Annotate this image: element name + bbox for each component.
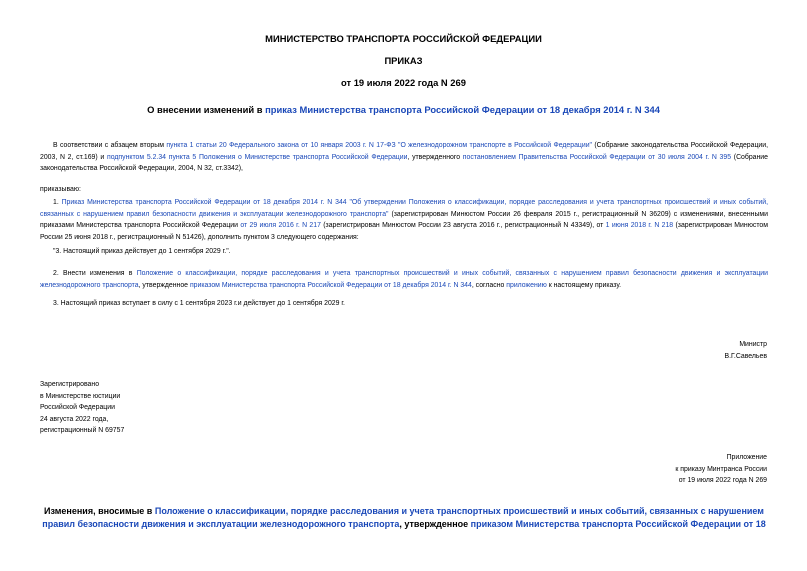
paragraph-quote: "3. Настоящий приказ действует до 1 сентября 2029 г.". (53, 248, 231, 255)
text-span: (зарегистрирован Минюстом России 23 августа 2016 г., регистрационный N 43349), от (320, 222, 606, 230)
law-link[interactable]: пункта 1 статьи 20 Федерального закона от 10 января 2003 г. N 17-ФЗ "О железнодорожном транспорте в Российской Федерации" (166, 142, 592, 149)
paragraph-item-1 (40, 197, 768, 243)
order-217-link[interactable]: от 29 июля 2016 г. N 217 (240, 222, 321, 230)
registration-line: в Министерстве юстиции (40, 392, 121, 400)
doc-title (0, 104, 807, 115)
order-344-ref-link[interactable]: приказом Министерства транспорта Российской Федерации от 18 декабря 2014 г. N 344 (189, 281, 472, 289)
appendix-regulation-link[interactable]: Положение о классификации, порядке расследования и учета транспортных происшествий и иных событий, связанных с нарушением правил безопасности движения и эксплуатации железнодорожного транспорта (42, 506, 764, 529)
text-span: (Собрание законодательства Российской Федерации, 2003, N 2, ст.169) и (40, 142, 769, 161)
text-span: 1. (53, 199, 62, 206)
appendix-title (40, 505, 768, 531)
text-span: (зарегистрирован Минюстом России 26 февраля 2015 г., регистрационный N 36209) с изменениями, внесенными приказами Министерства транспорта Российской Федерации (40, 210, 768, 230)
text-span: (зарегистрирован Минюстом России 25 июня 2018 г., регистрационный N 51426), дополнить пунктом 3 следующего содержания: (40, 222, 768, 241)
text-span: , согласно (471, 281, 507, 289)
appendix-line: к приказу Минтранса России (675, 465, 767, 473)
appendix-link[interactable]: приложению (506, 281, 547, 289)
signature-name: В.Г.Савельев (724, 352, 767, 360)
ministry-heading: МИНИСТЕРСТВО ТРАНСПОРТА РОССИЙСКОЙ ФЕДЕРАЦИИ (265, 33, 542, 44)
text-span: 2. Внести изменения в (53, 270, 137, 277)
doc-title-prefix: О внесении изменений в (147, 104, 266, 115)
registration-block (40, 379, 124, 437)
regulation-link[interactable]: подпунктом 5.2.34 пункта 5 Положения о Министерстве транспорта Российской Федерации (106, 153, 408, 161)
text-span: , утвержденное (399, 519, 471, 529)
doc-title-link[interactable]: приказ Министерства транспорта Российской Федерации от 18 декабря 2014 г. N 344 (265, 104, 660, 115)
paragraph-item-3: 3. Настоящий приказ вступает в силу с 1 сентября 2023 г.и действует до 1 сентября 2029 г. (53, 300, 345, 307)
doc-date-number: от 19 июля 2022 года N 269 (341, 77, 466, 88)
order-344-link[interactable]: Приказ Министерства транспорта Российской Федерации от 18 декабря 2014 г. N 344 "Об утверждении Положения о классификации, порядке расследования и учета транспортных происшествий и иных событий, связанных с нарушением правил безопасности движения и эксплуатации железнодорожного транспорта" (40, 199, 768, 218)
text-span: Изменения, вносимые в (44, 506, 155, 516)
registration-line: Зарегистрировано (40, 381, 100, 388)
text-span: к настоящему приказу. (546, 281, 622, 289)
appendix-line: от 19 июля 2022 года N 269 (678, 477, 767, 485)
appendix-block (675, 452, 767, 487)
appendix-line: Приложение (726, 454, 767, 461)
signature-block (725, 339, 768, 362)
text-span: (Собрание законодательства Российской Федерации, 2004, N 32, ст.3342), (40, 153, 768, 173)
registration-line: 24 августа 2022 года, (40, 415, 109, 423)
appendix-order-link[interactable]: приказом Министерства транспорта Российской Федерации от 18 (470, 519, 766, 529)
registration-line: регистрационный N 69757 (40, 427, 125, 435)
paragraph-item-2 (40, 268, 768, 291)
paragraph-basis (40, 140, 768, 175)
text-span: , утвержденного (407, 153, 463, 161)
regulation-position-link[interactable]: Положение о классификации, порядке расследования и учета транспортных происшествий и иных событий, связанных с нарушением правил безопасности движения и эксплуатации железнодорожного транспорта (40, 270, 768, 289)
doc-type-heading: ПРИКАЗ (384, 55, 423, 66)
paragraph-order: приказываю: (40, 186, 81, 193)
registration-line: Российской Федерации (40, 404, 115, 412)
order-218-link[interactable]: 1 июня 2018 г. N 218 (605, 222, 674, 230)
decree-link[interactable]: постановлением Правительства Российской Федерации от 30 июля 2004 г. N 395 (462, 153, 732, 161)
text-span: , утвержденное (138, 281, 190, 289)
signature-position: Министр (739, 341, 767, 348)
text-span: В соответствии с абзацем вторым (53, 142, 167, 149)
